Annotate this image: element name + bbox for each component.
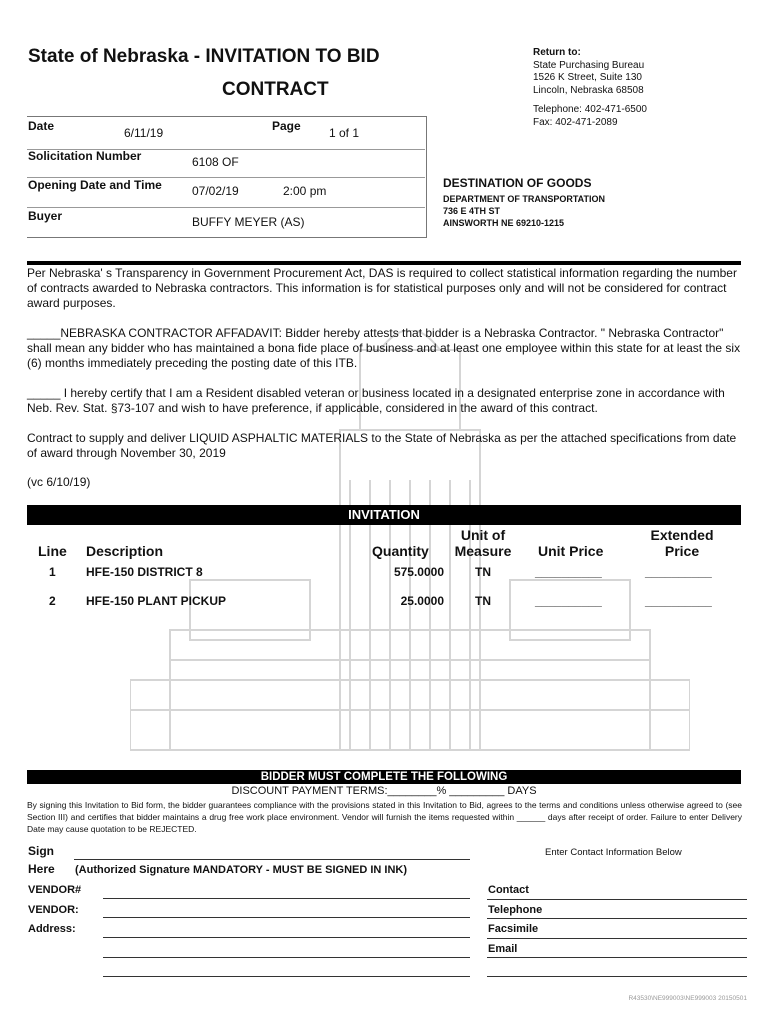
row2-uom: TN [475, 594, 491, 608]
invitation-bar: INVITATION [27, 505, 741, 525]
destination-line3: AINSWORTH NE 69210-1215 [443, 218, 565, 228]
veteran-certification-paragraph: _____ I hereby certify that I am a Resident disabled veteran or business located in a designated enterprise zone in accordance with Neb. Rev. Stat. §73-107 and wish to have preference, if applicable, considered in the award of this contract. [27, 386, 725, 415]
telephone-line[interactable] [487, 918, 747, 919]
version-note: (vc 6/10/19) [27, 475, 91, 489]
col-quantity-header: Quantity [372, 543, 429, 559]
return-to-telephone: Telephone: 402-471-6500 [533, 104, 647, 115]
date-label: Date [28, 119, 55, 133]
destination-block [443, 176, 605, 229]
col-description-header: Description [86, 543, 164, 559]
vendor-line[interactable] [103, 917, 470, 918]
return-to-line1: State Purchasing Bureau [533, 59, 645, 71]
destination-line2: 736 E 4TH ST [443, 206, 501, 216]
contact-label: Contact [488, 884, 529, 896]
address-line-1[interactable] [103, 937, 470, 938]
signature-line[interactable] [74, 859, 470, 860]
row1-ext-price-field[interactable]: __________ [645, 565, 712, 579]
divider [27, 207, 425, 208]
row2-description: HFE-150 PLANT PICKUP [86, 594, 227, 608]
vendor-label: VENDOR: [28, 904, 79, 916]
return-to-line3: Lincoln, Nebraska 68508 [533, 84, 644, 96]
solicitation-value: 6108 OF [192, 155, 239, 169]
contact-line[interactable] [487, 899, 747, 900]
form-code: R43530\NE999003\NE999003 20150501 [628, 995, 747, 1002]
buyer-value: BUFFY MEYER (AS) [192, 215, 305, 229]
facsimile-line[interactable] [487, 938, 747, 939]
date-value: 6/11/19 [124, 126, 164, 140]
buyer-label: Buyer [28, 209, 63, 223]
here-label: Here [28, 862, 55, 876]
return-to-fax: Fax: 402-471-2089 [533, 116, 618, 128]
row1-uom: TN [475, 565, 491, 579]
col-ext-price-header [640, 527, 724, 559]
section-rule [27, 261, 741, 265]
page-label: Page [272, 119, 301, 133]
row2-quantity: 25.0000 [400, 594, 444, 608]
row2-line: 2 [49, 594, 56, 608]
email-line[interactable] [487, 957, 747, 958]
header-info-box [27, 116, 427, 238]
row1-line: 1 [49, 565, 56, 579]
address-line-2[interactable] [103, 957, 470, 958]
col-uom-header-line2: Measure [454, 543, 512, 559]
address-line-3[interactable] [103, 976, 470, 977]
return-to-line2: 1526 K Street, Suite 130 [533, 72, 642, 83]
bidder-terms-text: By signing this Invitation to Bid form, the bidder guarantees compliance with the provisions stated in this Invitation to Bid, agrees to the terms and conditions unless otherwise agreed to (see Section III) and certifies that bidder maintains a drug free work place environment. Vendor will furnish the items requested within ______ days after receipt of order. Failure to enter Delivery Date may cause quotation to be REJECTED. [27, 800, 742, 834]
return-to-label: Return to: [533, 47, 581, 58]
facsimile-label: Facsimile [488, 923, 539, 935]
email-label: Email [488, 943, 518, 955]
transparency-paragraph: Per Nebraska' s Transparency in Government Procurement Act, DAS is required to collect statistical information regarding the number of contracts awarded to Nebraska contractors. This information is for statistical purposes only and will not be considered for contract award purposes. [27, 266, 737, 310]
solicitation-label: Solicitation Number [28, 149, 142, 163]
sign-label: Sign [28, 844, 54, 858]
document-title: State of Nebraska - INVITATION TO BID [28, 46, 380, 67]
row1-unit-price-field[interactable]: __________ [535, 565, 602, 579]
destination-line1: DEPARTMENT OF TRANSPORTATION [443, 194, 605, 204]
return-to-block [533, 47, 647, 129]
col-uom-header-line1: Unit of [460, 527, 506, 543]
contract-description-paragraph: Contract to supply and deliver LIQUID ASPHALTIC MATERIALS to the State of Nebraska as per the attached specifications from date of award through November 30, 2019 [27, 431, 737, 460]
row1-quantity: 575.0000 [393, 565, 444, 579]
vendor-number-line[interactable] [103, 898, 470, 899]
col-ext-price-header-line1: Extended [650, 527, 714, 543]
opening-label: Opening Date and Time [28, 178, 162, 192]
address-label: Address: [28, 923, 76, 935]
destination-heading: DESTINATION OF GOODS [443, 176, 592, 190]
telephone-label: Telephone [488, 904, 543, 916]
opening-date: 07/02/19 [192, 184, 239, 198]
col-ext-price-header-line2: Price [664, 543, 700, 559]
vendor-number-label: VENDOR# [28, 884, 82, 896]
document-title-contract: CONTRACT [222, 79, 329, 100]
discount-terms-field[interactable]: DISCOUNT PAYMENT TERMS:________% _________ DAYS [231, 785, 537, 797]
email-line-2[interactable] [487, 976, 747, 977]
col-line-header: Line [38, 543, 67, 559]
row1-description: HFE-150 DISTRICT 8 [86, 565, 203, 579]
contact-info-heading: Enter Contact Information Below [545, 847, 682, 858]
col-uom-header [450, 527, 516, 559]
bidder-section-bar: BIDDER MUST COMPLETE THE FOLLOWING [27, 770, 741, 784]
opening-time: 2:00 pm [283, 184, 327, 198]
col-unit-price-header: Unit Price [538, 543, 604, 559]
page-value: 1 of 1 [329, 126, 360, 140]
contractor-affidavit-paragraph: _____NEBRASKA CONTRACTOR AFFADAVIT: Bidder hereby attests that bidder is a Nebraska Contractor. " Nebraska Contractor" shall mean any bidder who has maintained a bona fide place of business and at least one employee within this state for at least the six (6) months immediately preceding the posting date of this ITB. [27, 326, 741, 370]
authorized-signature-note: (Authorized Signature MANDATORY - MUST BE SIGNED IN INK) [75, 864, 408, 876]
row2-unit-price-field[interactable]: __________ [535, 594, 602, 608]
row2-ext-price-field[interactable]: __________ [645, 594, 712, 608]
